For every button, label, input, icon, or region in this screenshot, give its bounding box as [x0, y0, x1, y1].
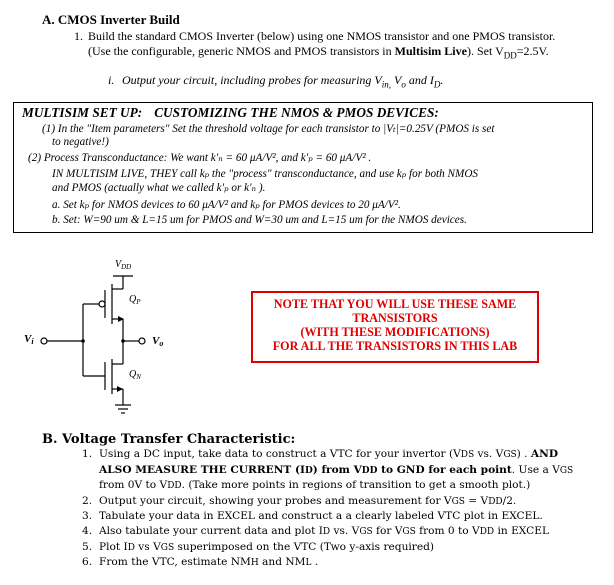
vo-label: Vo [152, 335, 164, 348]
note-line-1: NOTE THAT YOU WILL USE THESE SAME [273, 297, 517, 311]
section-a-title: A. CMOS Inverter Build [42, 12, 180, 27]
nmos-source-arrow [117, 386, 123, 392]
note-line-3: (WITH THESE MODIFICATIONS) [300, 325, 490, 339]
setup-line-7: b. Set: W=90 um & L=15 um for PMOS and W=30 um and L=15 um for the NMOS devices. [52, 214, 467, 226]
setup-line-6: a. Set kₚ for NMOS devices to 60 μA/V² and kₚ for PMOS devices to 20 μA/V². [52, 199, 401, 211]
cmos-inverter-schematic [15, 245, 175, 425]
input-junction-dot [81, 339, 85, 343]
section-a-item-1: 1. Build the standard CMOS Inverter (below) using one NMOS transistor and one PMOS transistor. (Use the configurable, generic NMOS and PMOS transistors in Multisim Live). Set $V_{DD}=2.5V$. [74, 29, 556, 60]
setup-line-3: (2) Process Transconductance: We want k′ₙ = 60 μA/V², and k′ₚ = 60 μA/V² . [28, 152, 372, 164]
section-b-title: B. Voltage Transfer Characteristic: [42, 432, 296, 447]
output-junction-dot [121, 339, 125, 343]
qp-label: $Q_P$ [129, 294, 141, 306]
list-item: 6. From the VTC, estimate NMH and NML . [82, 556, 319, 569]
setup-line-1: (1) In the "Item parameters" Set the threshold voltage for each transistor to |Vₜ|=0.25V (PMOS is set [42, 123, 495, 135]
section-a-subitem-i: i. Output your circuit, including probes for measuring $V_{in,}$ $V_o$ and $I_D$. [108, 73, 444, 90]
note-line-4: FOR ALL THE TRANSISTORS IN THIS LAB [272, 339, 518, 353]
section-b-list [82, 447, 582, 571]
transistor-note-box [251, 291, 539, 363]
input-terminal [41, 338, 47, 344]
note-line-2: TRANSISTORS [352, 311, 438, 325]
multisim-setup-box [13, 102, 593, 233]
vi-label: Vi [24, 333, 34, 346]
list-item: 3. Tabulate your data in EXCEL and construct a a clearly labeled VTC plot in EXCEL. [82, 510, 543, 523]
vdd-label: $V_{DD}$ [115, 259, 132, 271]
pmos-gate-bubble [99, 301, 105, 307]
list-item: 1. Using a DC input, take data to construct a VTC for your invertor (VDS vs. VGS) . AND ALSO MEASURE THE CURRENT (ID) from VDD to GND for each point. Use a VGS from 0V to VDD. (Take more points in regions of transition to get a smooth plot.) [82, 448, 574, 492]
list-item: 4. Also tabulate your current data and plot ID vs. VGS for VGS from 0 to VDD in EXCEL [82, 524, 550, 537]
list-item: 5. Plot ID vs VGS superimposed on the VTC (Two y-axis required) [82, 540, 435, 553]
item-number: 1. [74, 29, 83, 43]
list-item: 2. Output your circuit, showing your probes and measurement for VGS = VDD/2. [82, 494, 517, 507]
setup-line-2: to negative!) [52, 136, 109, 148]
output-terminal [139, 338, 145, 344]
setup-line-5: and PMOS (actually what we called k′ₚ or k′ₙ ). [52, 182, 266, 194]
qn-label: $Q_N$ [129, 369, 141, 381]
setup-box-header: MULTISIM SET UP: CUSTOMIZING THE NMOS & PMOS DEVICES: [22, 105, 439, 120]
setup-line-4: IN MULTISIM LIVE, THEY call kₚ the "process" transconductance, and use kₚ for both NMOS [52, 168, 479, 180]
